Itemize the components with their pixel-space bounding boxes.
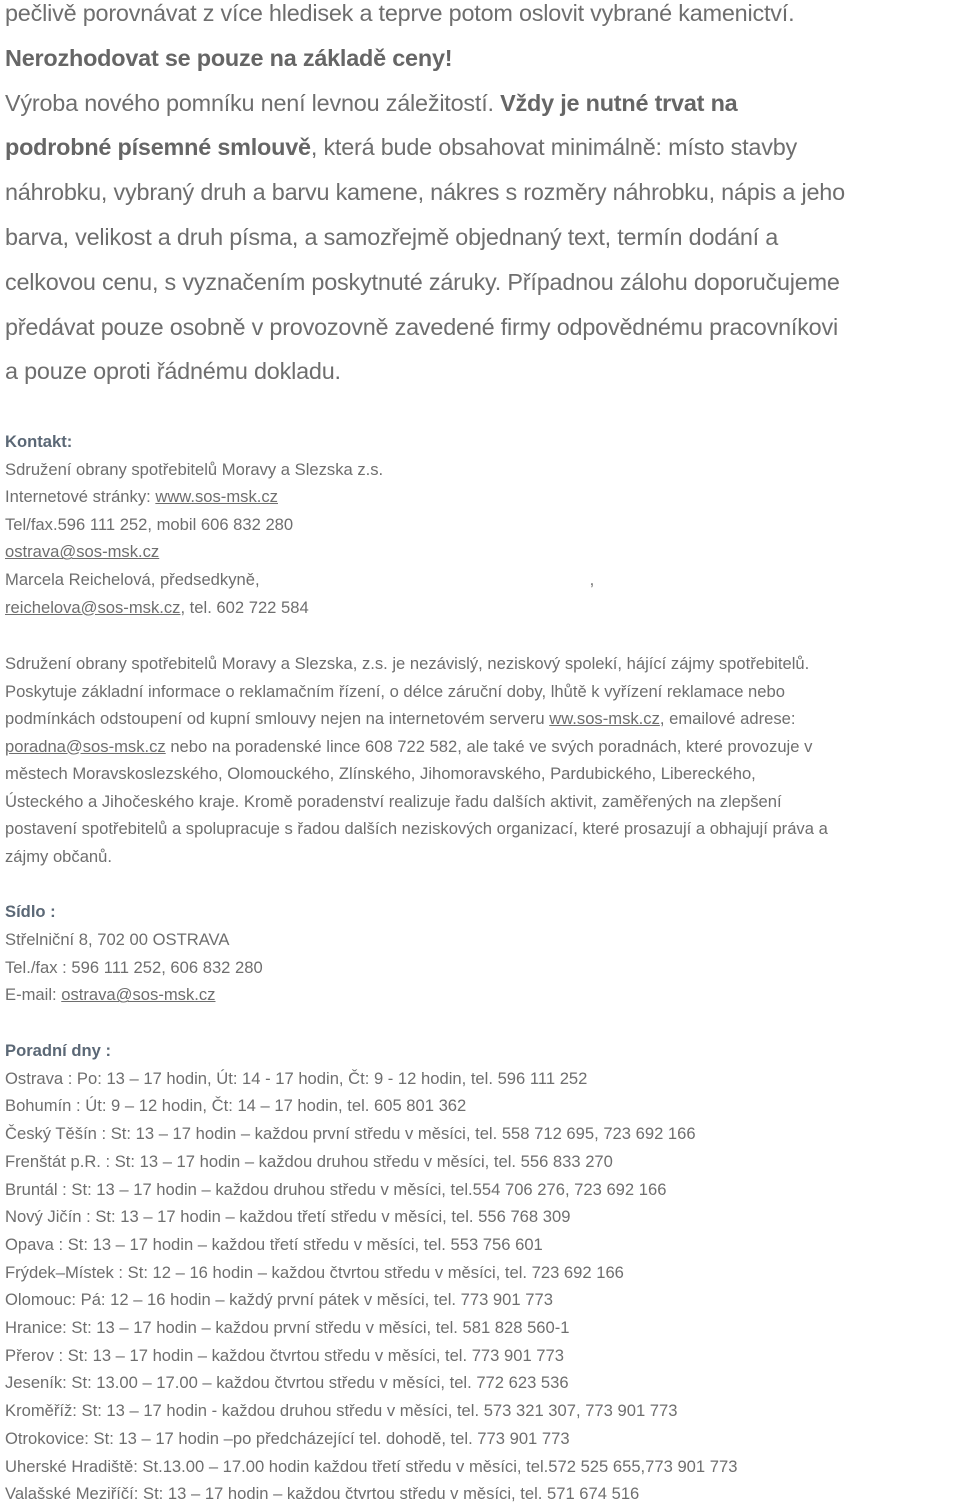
text-segment: Poskytuje základní informace o reklamačním řízení, o délce záruční doby, lhůtě k vyřízení reklamace nebo <box>5 681 785 701</box>
text-line <box>5 170 960 215</box>
text-line <box>5 428 960 456</box>
text-segment: zájmy občanů. <box>5 846 112 866</box>
text-line <box>5 1092 960 1120</box>
text-line <box>5 1231 960 1259</box>
text-segment: Tel/fax.596 111 252, mobil 606 832 280 <box>5 514 294 534</box>
text-segment: Střelniční 8, 702 00 OSTRAVA <box>5 929 230 949</box>
text-segment: Hranice: St: 13 – 17 hodin – každou první středu v měsíci, tel. 581 828 560-1 <box>5 1318 570 1338</box>
text-segment: podmínkách odstoupení od kupní smlouvy nejen na internetovém serveru <box>5 709 550 728</box>
text-line <box>5 1453 960 1481</box>
text-line <box>5 594 960 622</box>
text-line <box>5 954 960 982</box>
text-segment: , emailové adrese: <box>659 709 796 728</box>
text-segment: Frýdek–Místek : St: 12 – 16 hodin – každou čtvrtou středu v měsíci, tel. 723 692 166 <box>5 1262 624 1282</box>
text-segment: postavení spotřebitelů a spolupracuje s řadou dalších neziskových organizací, které prosazují a obhajují práva a <box>5 819 828 838</box>
text-line <box>5 483 960 511</box>
text-segment: náhrobku, vybraný druh a barvu kamene, nákres s rozměry náhrobku, nápis a jeho <box>5 179 845 206</box>
text-line <box>5 1176 960 1204</box>
text-segment: Opava : St: 13 – 17 hodin – každou třetí středu v měsíci, tel. 553 756 601 <box>5 1234 543 1254</box>
text-segment: městech Moravskoslezského, Olomouckého, Zlínského, Jihomoravského, Pardubického, Libereckého, <box>5 764 756 783</box>
text-segment: Přerov : St: 13 – 17 hodin – každou čtvrtou středu v měsíci, tel. 773 901 773 <box>5 1345 564 1365</box>
text-segment: Bruntál : St: 13 – 17 hodin – každou druhou středu v měsíci, tel.554 706 276, 723 692 166 <box>5 1179 667 1199</box>
text-line <box>5 1148 960 1176</box>
text-line <box>5 215 960 260</box>
text-segment: , která bude obsahovat minimálně: místo stavby <box>310 134 797 161</box>
text-segment: barva, velikost a druh písma, a samozřejmě objednaný text, termín dodání a <box>5 223 779 250</box>
text-segment: a pouze oproti řádnému dokladu. <box>5 358 341 385</box>
text-segment: Tel./fax : 596 111 252, 606 832 280 <box>5 957 263 977</box>
text-line <box>5 1203 960 1231</box>
link[interactable]: ostrava@sos-msk.cz <box>5 542 160 562</box>
text-segment: nebo na poradenské lince 608 722 582, ale také ve svých poradnách, které provozuje v <box>165 736 813 756</box>
text-line <box>5 760 960 788</box>
section-heading: Poradní dny : <box>5 1041 112 1060</box>
text-line <box>5 1314 960 1342</box>
text-line <box>5 81 960 126</box>
text-segment: , tel. 602 722 584 <box>180 597 309 617</box>
text-line <box>5 1065 960 1093</box>
text-segment: E-mail: <box>5 985 62 1005</box>
text-line <box>5 0 960 36</box>
text-line <box>5 1342 960 1370</box>
text-line <box>5 305 960 350</box>
text-line <box>5 1286 960 1314</box>
text-segment: Český Těšín : St: 13 – 17 hodin – každou první středu v měsíci, tel. 558 712 695, 723 692 166 <box>5 1124 696 1144</box>
text-line <box>5 678 960 706</box>
text-segment: Olomouc: Pá: 12 – 16 hodin – každý první pátek v měsíci, tel. 773 901 773 <box>5 1290 553 1310</box>
text-line <box>5 260 960 305</box>
text-line <box>5 125 960 170</box>
text-segment: Internetové stránky: <box>5 487 156 507</box>
text-segment: podrobné písemné smlouvě <box>5 134 311 161</box>
text-line <box>5 566 960 594</box>
text-segment: Frenštát p.R. : St: 13 – 17 hodin – každou druhou středu v měsíci, tel. 556 833 270 <box>5 1151 613 1171</box>
text-line <box>5 926 960 954</box>
headquarters-block <box>5 898 960 1009</box>
text-segment: Kroměříž: St: 13 – 17 hodin - každou druhou středu v měsíci, tel. 573 321 307, 773 901 773 <box>5 1401 678 1421</box>
text-segment: Ostrava : Po: 13 – 17 hodin, Út: 14 - 17 hodin, Čt: 9 - 12 hodin, tel. 596 111 252 <box>5 1068 588 1088</box>
text-segment: Valašské Meziříčí: St: 13 – 17 hodin – každou čtvrtou středu v měsíci, tel. 571 674 516 <box>5 1484 640 1504</box>
text-line <box>5 1120 960 1148</box>
text-segment: předávat pouze osobně v provozovně zavedené firmy odpovědnému pracovníkovi <box>5 313 838 340</box>
text-segment: Sdružení obrany spotřebitelů Moravy a Slezska z.s. <box>5 459 384 479</box>
text-segment: Jeseník: St: 13.00 – 17.00 – každou čtvrtou středu v měsíci, tel. 772 623 536 <box>5 1373 569 1393</box>
text-line <box>5 650 960 678</box>
text-segment: Sdružení obrany spotřebitelů Moravy a Slezska, z.s. je nezávislý, neziskový spolekí, hájící zájmy spotřebitelů. <box>5 654 810 673</box>
text-segment: Uherské Hradiště: St.13.00 – 17.00 hodin každou třetí středu v měsíci, tel.572 525 655,773 901 773 <box>5 1456 738 1476</box>
text-segment: Vždy je nutné trvat na <box>500 89 738 116</box>
text-segment: pečlivě porovnávat z více hledisek a teprve potom oslovit vybrané kamenictví. <box>5 0 795 26</box>
text-segment: Marcela Reichelová, předsedkyně, <box>5 569 260 589</box>
text-segment: , <box>589 569 595 589</box>
link[interactable]: poradna@sos-msk.cz <box>5 736 166 756</box>
text-line <box>5 1369 960 1397</box>
text-line <box>5 898 960 926</box>
text-line <box>5 733 960 761</box>
text-segment: Otrokovice: St: 13 – 17 hodin –po předcházející tel. dohodě, tel. 773 901 773 <box>5 1428 570 1448</box>
text-segment: Nový Jičín : St: 13 – 17 hodin – každou třetí středu v měsíci, tel. 556 768 309 <box>5 1207 571 1227</box>
text-line <box>5 456 960 484</box>
text-line <box>5 349 960 394</box>
text-line <box>5 981 960 1009</box>
office-hours-block <box>5 1037 960 1508</box>
link[interactable]: reichelova@sos-msk.cz <box>5 597 181 617</box>
link[interactable]: www.sos-msk.cz <box>155 487 278 507</box>
text-segment: Bohumín : Út: 9 – 12 hodin, Čt: 14 – 17 hodin, tel. 605 801 362 <box>5 1096 467 1116</box>
link[interactable]: ww.sos-msk.cz <box>549 709 660 728</box>
link[interactable]: ostrava@sos-msk.cz <box>61 985 216 1005</box>
text-line <box>5 1480 960 1508</box>
section-heading: Kontakt: <box>5 432 73 451</box>
text-line <box>5 538 960 566</box>
contact-block <box>5 428 960 621</box>
text-segment: Ústeckého a Jihočeského kraje. Kromě poradenství realizuje řadu dalších aktivit, zaměřených na zlepšení <box>5 791 782 811</box>
text-line <box>5 36 960 81</box>
about-paragraph <box>5 650 960 870</box>
text-line <box>5 1037 960 1065</box>
text-segment: Nerozhodovat se pouze na základě ceny! <box>5 44 453 71</box>
text-segment: celkovou cenu, s vyznačením poskytnuté záruky. Případnou zálohu doporučujeme <box>5 268 840 295</box>
intro-paragraph <box>5 0 960 394</box>
text-line <box>5 815 960 843</box>
text-line <box>5 1259 960 1287</box>
text-line <box>5 788 960 816</box>
text-line <box>5 843 960 871</box>
text-line <box>5 705 960 733</box>
section-heading: Sídlo : <box>5 902 56 921</box>
text-segment: Výroba nového pomníku není levnou záležitostí. <box>5 89 501 116</box>
text-line <box>5 511 960 539</box>
text-line <box>5 1425 960 1453</box>
text-line <box>5 1397 960 1425</box>
